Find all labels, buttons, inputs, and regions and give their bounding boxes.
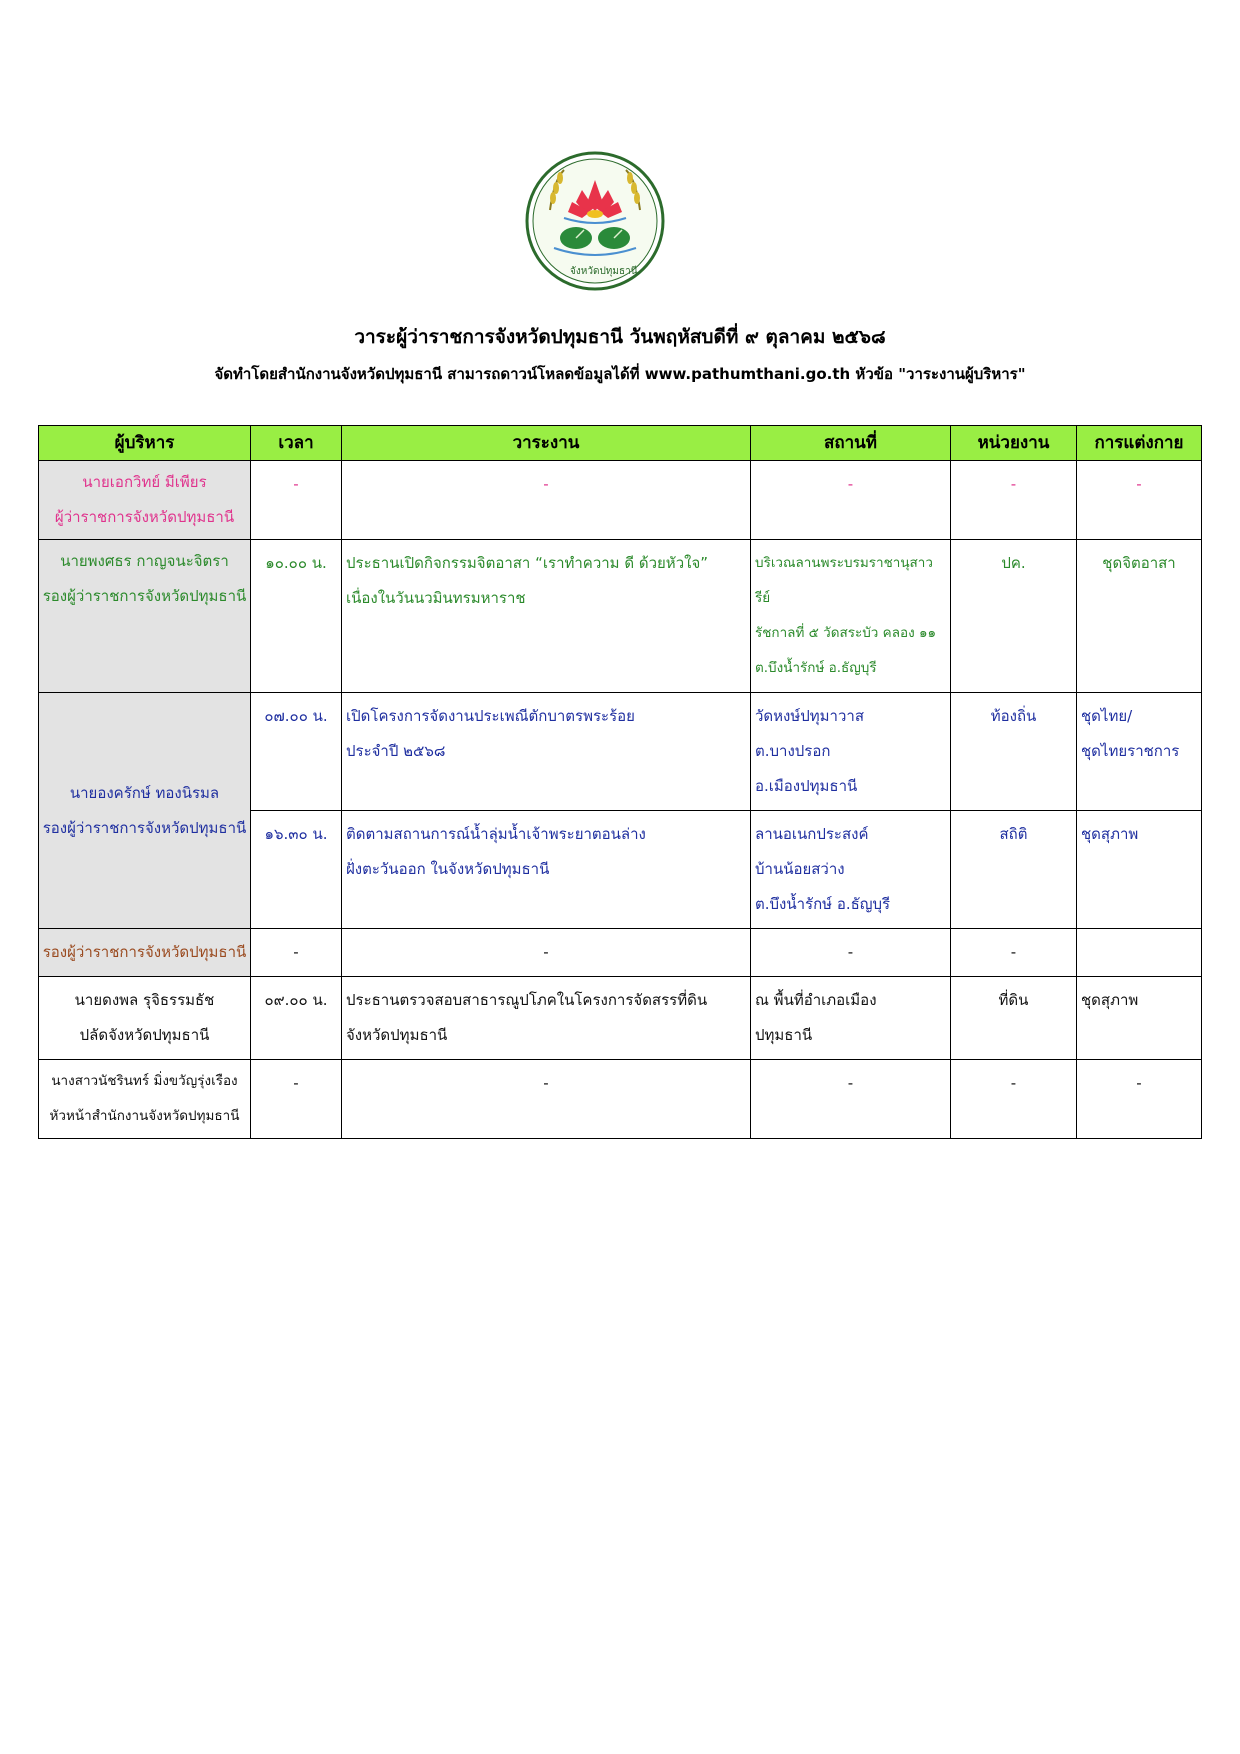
place-cell: [751, 461, 951, 540]
table-row: [39, 461, 1202, 540]
place-line: บริเวณลานพระบรมราชานุสาวรีย์: [755, 555, 933, 606]
executive-name: นางสาวนัชรินทร์ มิ่งขวัญรุ่งเรือง: [51, 1073, 238, 1089]
dress-cell: -: [1077, 1060, 1202, 1139]
executive-title: รองผู้ว่าราชการจังหวัดปทุมธานี: [42, 943, 247, 961]
table-row: [39, 977, 1202, 1060]
agency-cell: -: [951, 1060, 1077, 1139]
agenda-cell: [342, 977, 751, 1060]
place-cell: [751, 540, 951, 693]
agency-cell: -: [951, 461, 1077, 540]
agency-cell: -: [951, 929, 1077, 977]
col-header-executive: ผู้บริหาร: [39, 426, 251, 461]
time-cell: ๐๗.๐๐ น.: [251, 693, 342, 811]
dress-line: ชุดไทย/: [1081, 707, 1133, 725]
place-line: ปทุมธานี: [755, 1026, 813, 1044]
executive-name: นายเอกวิทย์ มีเพียร: [82, 473, 207, 491]
place-line: วัดหงษ์ปทุมาวาส: [755, 707, 864, 725]
place-line: ต.บางปรอก: [755, 742, 831, 760]
col-header-time: เวลา: [251, 426, 342, 461]
executive-title: ผู้ว่าราชการจังหวัดปทุมธานี: [54, 508, 235, 526]
page-subtitle: จัดทำโดยสำนักงานจังหวัดปทุมธานี สามารถดาวน์โหลดข้อมูลได้ที่ www.pathumthani.go.th หัวข้อ "วาระงานผู้บริหาร": [214, 365, 1026, 383]
executive-title: หัวหน้าสำนักงานจังหวัดปทุมธานี: [49, 1108, 240, 1124]
table-row: [39, 540, 1202, 693]
table-row: [39, 929, 1202, 977]
dress-cell: [1077, 693, 1202, 811]
agenda-line: เปิดโครงการจัดงานประเพณีตักบาตรพระร้อย: [346, 707, 635, 725]
agenda-cell: [342, 540, 751, 693]
dress-cell: [1077, 929, 1202, 977]
dress-line: ชุดไทยราชการ: [1081, 742, 1180, 760]
place-line: บ้านน้อยสว่าง: [755, 860, 845, 878]
executive-cell: [39, 977, 251, 1060]
agenda-line: ประธานตรวจสอบสาธารณูปโภคในโครงการจัดสรรที่ดิน: [346, 991, 708, 1009]
place-cell: -: [751, 929, 951, 977]
dress-cell: -: [1077, 461, 1202, 540]
place-line: ลานอเนกประสงค์: [755, 825, 869, 843]
place-line: ณ พื้นที่อำเภอเมือง: [755, 991, 877, 1009]
executive-name: นายพงศธร กาญจนะจิตรา: [60, 552, 229, 570]
agenda-table: [38, 425, 1202, 1139]
place-line: -: [847, 475, 854, 493]
agenda-cell: -: [342, 929, 751, 977]
executive-cell: [39, 1060, 251, 1139]
agenda-line: ประธานเปิดกิจกรรมจิตอาสา “เราทำความ ดี ด้วยหัวใจ”: [346, 554, 708, 572]
table-header-row: [39, 426, 1202, 461]
time-cell: ๑๐.๐๐ น.: [251, 540, 342, 693]
place-cell: [751, 693, 951, 811]
executive-title: รองผู้ว่าราชการจังหวัดปทุมธานี: [42, 818, 247, 837]
agenda-cell: -: [342, 1060, 751, 1139]
place-line: ต.บึงน้ำรักษ์ อ.ธัญบุรี: [755, 660, 877, 676]
col-header-agenda: วาระงาน: [342, 426, 751, 461]
col-header-place: สถานที่: [751, 426, 951, 461]
page-title: วาระผู้ว่าราชการจังหวัดปทุมธานี วันพฤหัสบดีที่ ๙ ตุลาคม ๒๕๖๘: [354, 326, 886, 348]
executive-cell: [39, 461, 251, 540]
place-cell: [751, 977, 951, 1060]
executive-name: นายองครักษ์ ทองนิรมล: [69, 783, 220, 802]
col-header-agency: หน่วยงาน: [951, 426, 1077, 461]
executive-title: ปลัดจังหวัดปทุมธานี: [79, 1026, 210, 1044]
agenda-line: ประจำปี ๒๕๖๘: [346, 742, 446, 760]
dress-cell: ชุดจิตอาสา: [1077, 540, 1202, 693]
agenda-line: ติดตามสถานการณ์น้ำลุ่มน้ำเจ้าพระยาตอนล่าง: [346, 825, 646, 843]
time-cell: ๐๙.๐๐ น.: [251, 977, 342, 1060]
place-line: อ.เมืองปทุมธานี: [755, 777, 858, 795]
table-row: [39, 1060, 1202, 1139]
dress-cell: ชุดสุภาพ: [1077, 811, 1202, 929]
time-cell: -: [251, 1060, 342, 1139]
agency-cell: ที่ดิน: [951, 977, 1077, 1060]
agenda-line: จังหวัดปทุมธานี: [346, 1026, 448, 1044]
col-header-dress: การแต่งกาย: [1077, 426, 1202, 461]
agency-cell: สถิติ: [951, 811, 1077, 929]
agency-cell: ท้องถิ่น: [951, 693, 1077, 811]
table-row: [39, 693, 1202, 811]
pathumthani-seal-logo: [524, 150, 666, 292]
executive-name: นายดงพล รุจิธรรมธัช: [74, 991, 215, 1009]
agenda-cell: [342, 811, 751, 929]
agenda-line: -: [543, 475, 549, 493]
time-cell: -: [251, 461, 342, 540]
dress-cell: ชุดสุภาพ: [1077, 977, 1202, 1060]
agenda-line: ฝั่งตะวันออก ในจังหวัดปทุมธานี: [346, 860, 550, 878]
time-cell: -: [251, 929, 342, 977]
agenda-line: เนื่องในวันนวมินทรมหาราช: [346, 589, 526, 607]
agenda-cell: [342, 693, 751, 811]
seal-text: จังหวัดปทุมธานี: [570, 266, 638, 277]
executive-cell: [39, 540, 251, 693]
executive-title: รองผู้ว่าราชการจังหวัดปทุมธานี: [42, 587, 247, 605]
place-cell: [751, 811, 951, 929]
place-cell: -: [751, 1060, 951, 1139]
place-line: ต.บึงน้ำรักษ์ อ.ธัญบุรี: [755, 895, 891, 913]
executive-cell: [39, 693, 251, 929]
agenda-cell: [342, 461, 751, 540]
time-cell: ๑๖.๓๐ น.: [251, 811, 342, 929]
agency-cell: ปค.: [951, 540, 1077, 693]
place-line: รัชกาลที่ ๕ วัดสระบัว คลอง ๑๑: [755, 625, 937, 641]
executive-cell: [39, 929, 251, 977]
